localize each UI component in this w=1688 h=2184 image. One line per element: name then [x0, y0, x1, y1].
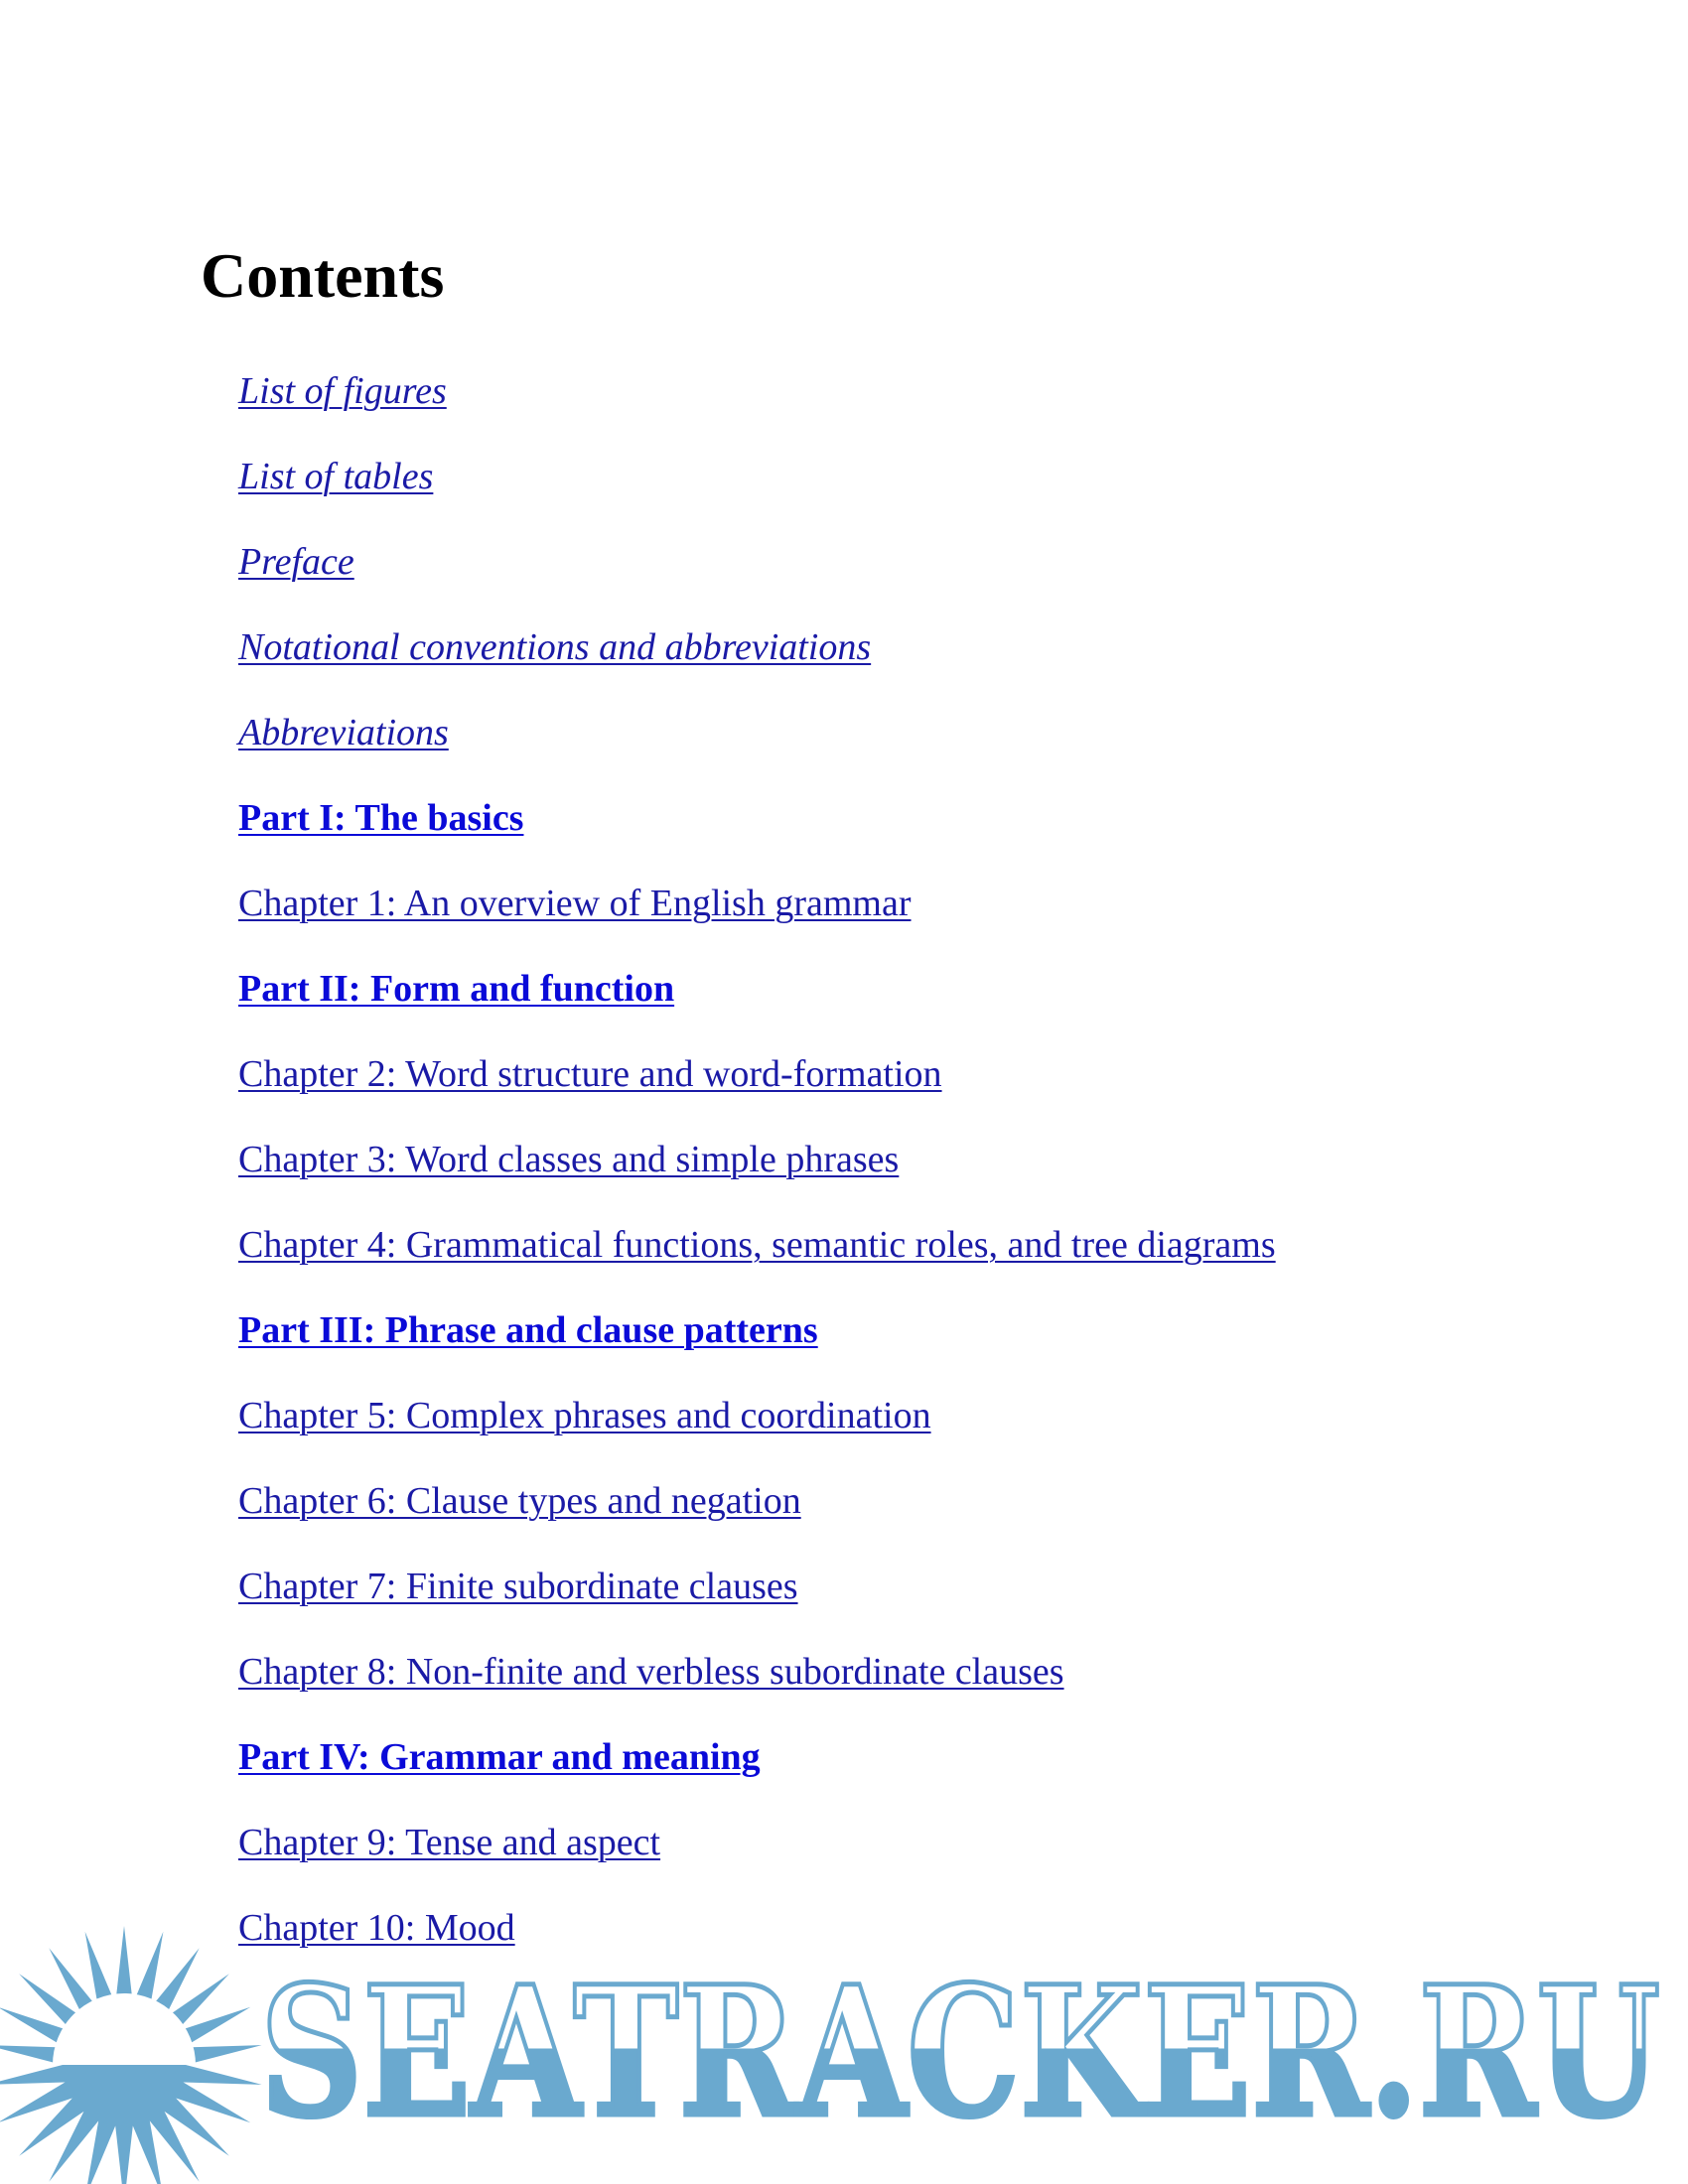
toc-link[interactable]: Part I: The basics	[238, 797, 524, 839]
toc-link[interactable]: Chapter 5: Complex phrases and coordination	[238, 1395, 931, 1436]
toc-entry-part	[238, 1735, 761, 1779]
toc-entry-part	[238, 967, 674, 1011]
toc-entry-chapter	[238, 1052, 942, 1096]
toc-entry-front	[238, 540, 354, 584]
toc-entry-front	[238, 455, 433, 498]
watermark-text: SEATRACKER.RU	[260, 1948, 1660, 2157]
toc-entry-part	[238, 1308, 818, 1352]
watermark	[0, 1926, 1688, 2184]
toc-link[interactable]: Chapter 9: Tense and aspect	[238, 1822, 661, 1863]
toc-link[interactable]: Part IV: Grammar and meaning	[238, 1736, 761, 1778]
toc-entry-chapter	[238, 1138, 899, 1181]
page-title: Contents	[201, 240, 445, 311]
toc-entry-front	[238, 369, 447, 413]
toc-link[interactable]: Part III: Phrase and clause patterns	[238, 1309, 818, 1351]
toc-link[interactable]: Chapter 1: An overview of English grammar	[238, 883, 912, 924]
toc-link[interactable]: Part II: Form and function	[238, 968, 675, 1010]
toc-entry-chapter	[238, 882, 912, 925]
toc-entry-part	[238, 796, 523, 840]
toc-entry-chapter	[238, 1650, 1064, 1694]
toc-entry-chapter	[238, 1394, 931, 1437]
toc-link[interactable]: List of tables	[238, 456, 434, 497]
toc-link[interactable]: Chapter 6: Clause types and negation	[238, 1480, 801, 1522]
toc-entry-chapter	[238, 1479, 801, 1523]
toc-entry-chapter	[238, 1223, 1276, 1267]
toc-link[interactable]: Chapter 3: Word classes and simple phrases	[238, 1139, 900, 1180]
toc-link[interactable]: Chapter 8: Non-finite and verbless subordinate clauses	[238, 1651, 1064, 1693]
toc-entry-front	[238, 711, 449, 754]
toc-entry-front	[238, 625, 871, 669]
toc-link[interactable]: Abbreviations	[238, 712, 449, 753]
sun-icon	[0, 1926, 262, 2184]
toc-link[interactable]: Notational conventions and abbreviations	[238, 626, 872, 668]
toc-entry-chapter	[238, 1821, 660, 1864]
toc-link[interactable]: Chapter 10: Mood	[238, 1907, 515, 1949]
toc-entry-chapter	[238, 1565, 798, 1608]
toc-link[interactable]: Chapter 4: Grammatical functions, semantic roles, and tree diagrams	[238, 1224, 1276, 1266]
toc-link[interactable]: List of figures	[238, 370, 447, 412]
toc-link[interactable]: Preface	[238, 541, 354, 583]
toc-link[interactable]: Chapter 2: Word structure and word-formation	[238, 1053, 942, 1095]
toc-link[interactable]: Chapter 7: Finite subordinate clauses	[238, 1566, 798, 1607]
